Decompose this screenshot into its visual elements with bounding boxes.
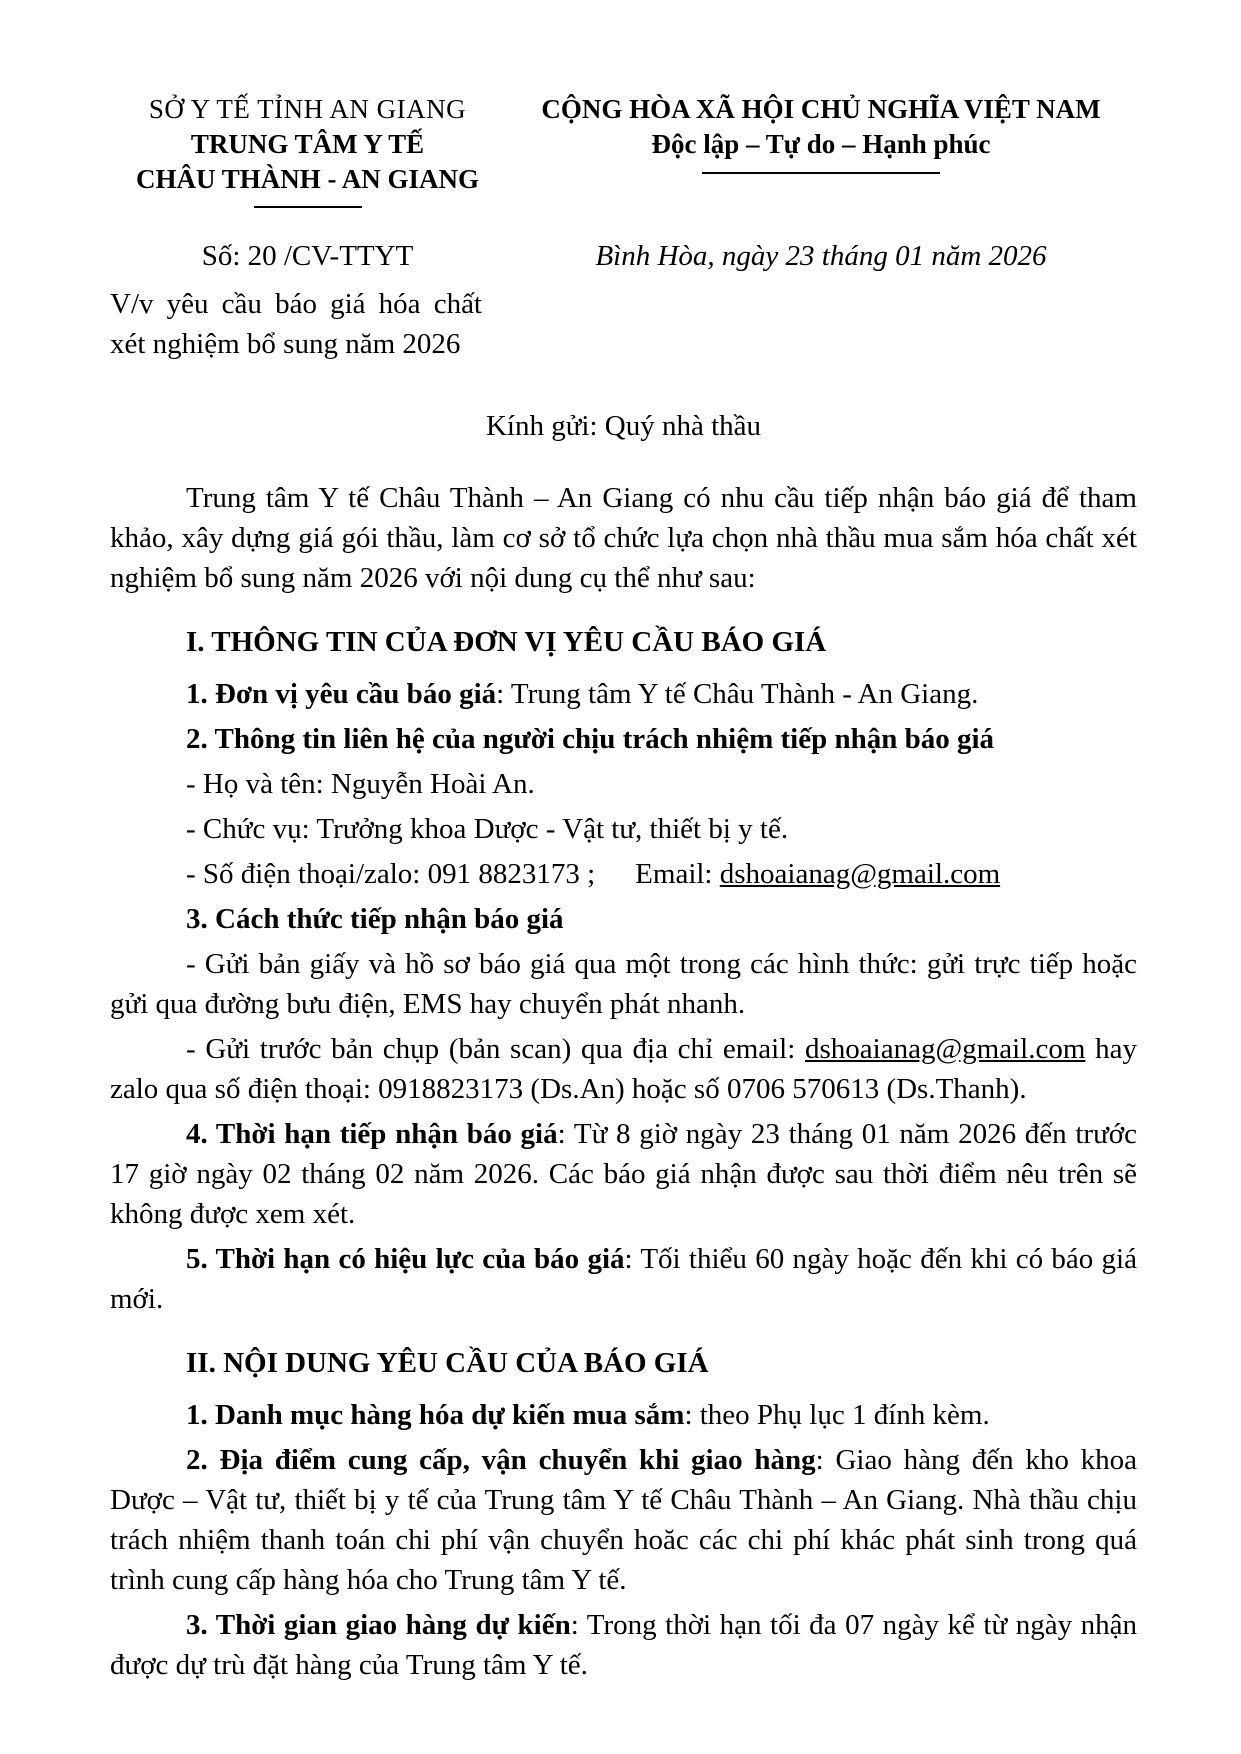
document-header xyxy=(110,92,1137,208)
item-label: 3. Thời gian giao hàng dự kiến xyxy=(186,1609,571,1641)
doc-number: Số: 20 /CV-TTYT xyxy=(201,240,414,272)
issuing-org-block xyxy=(110,92,505,208)
item-label: 1. Danh mục hàng hóa dự kiến mua sắm xyxy=(186,1399,685,1431)
phone-text: - Số điện thoại/zalo: 091 8823173 ; xyxy=(186,858,596,890)
item-text: : Tối thiểu 60 ngày hoặc đến khi có báo giá mới. xyxy=(110,1243,1137,1315)
contact-name-line: - Họ và tên: Nguyễn Hoài An. xyxy=(186,768,535,800)
item-text: : Từ 8 giờ ngày 23 tháng 01 năm 2026 đến trước 17 giờ ngày 02 tháng 02 năm 2026. Các báo giá nhận được sau thời điểm nêu trên sẽ không được xem xét. xyxy=(110,1118,1137,1230)
item-label: 2. Địa điểm cung cấp, vận chuyển khi giao hàng xyxy=(186,1444,816,1476)
place-date-line: Bình Hòa, ngày 23 tháng 01 năm 2026 xyxy=(595,240,1047,272)
delivery-method-1: - Gửi bản giấy và hồ sơ báo giá qua một trong các hình thức: gửi trực tiếp hoặc gửi qua đường bưu điện, EMS hay chuyển phát nhanh. xyxy=(110,948,1137,1020)
section-1-item-3: 3. Cách thức tiếp nhận báo giá xyxy=(186,903,564,935)
intro-paragraph: Trung tâm Y tế Châu Thành – An Giang có nhu cầu tiếp nhận báo giá để tham khảo, xây dựng giá gói thầu, làm cơ sở tổ chức lựa chọn nhà thầu mua sắm hóa chất xét nghiệm bổ sung năm 2026 với nội dung cụ thể như sau: xyxy=(110,482,1137,594)
section-2-item-2 xyxy=(110,1440,1137,1600)
email-address: dshoaianag@gmail.com xyxy=(805,1033,1086,1065)
national-motto-block xyxy=(505,92,1137,174)
section-1-title: I. THÔNG TIN CỦA ĐƠN VỊ YÊU CẦU BÁO GIÁ xyxy=(186,626,827,658)
contact-title-line: - Chức vụ: Trưởng khoa Dược - Vật tư, thiết bị y tế. xyxy=(186,813,789,845)
item-text: : Trung tâm Y tế Châu Thành - An Giang. xyxy=(496,678,979,710)
org-underline-rule xyxy=(254,206,362,208)
doc-meta-row xyxy=(110,236,1137,276)
section-1-item-2: 2. Thông tin liên hệ của người chịu trách nhiệm tiếp nhận báo giá xyxy=(186,723,995,755)
item-label: 5. Thời hạn có hiệu lực của báo giá xyxy=(186,1243,625,1275)
item-text: : Giao hàng đến kho khoa Dược – Vật tư, thiết bị y tế của Trung tâm Y tế Châu Thành – An Giang. Nhà thầu chịu trách nhiệm thanh toán chi phí vận chuyển hoăc các chi phí khác phát sinh trong quá trình cung cấp hàng hóa cho Trung tâm Y tế. xyxy=(110,1444,1137,1596)
salutation: Kính gửi: Quý nhà thầu xyxy=(485,410,762,442)
document-body xyxy=(110,478,1137,1685)
email-address: dshoaianag@gmail.com xyxy=(719,858,1001,890)
method-2-post: hay zalo qua số điện thoại: 0918823173 (Ds.An) hoặc số 0706 570613 (Ds.Thanh). xyxy=(110,1033,1137,1105)
method-2-pre: - Gửi trước bản chụp (bản scan) qua địa chỉ email: xyxy=(186,1033,806,1065)
parent-org-name: SỞ Y TẾ TỈNH AN GIANG xyxy=(148,94,467,124)
delivery-method-2 xyxy=(110,1029,1137,1109)
motto-underline-rule xyxy=(702,172,940,174)
item-text: : theo Phụ lục 1 đính kèm. xyxy=(684,1399,990,1431)
section-1-item-5 xyxy=(110,1239,1137,1319)
section-1-item-1 xyxy=(110,674,1137,714)
org-name-line2: CHÂU THÀNH - AN GIANG xyxy=(135,164,480,194)
national-motto: Độc lập – Tự do – Hạnh phúc xyxy=(651,129,991,159)
national-title: CỘNG HÒA XÃ HỘI CHỦ NGHĨA VIỆT NAM xyxy=(541,94,1101,124)
section-2-title: II. NỘI DUNG YÊU CẦU CỦA BÁO GIÁ xyxy=(186,1347,709,1379)
doc-subject: V/v yêu cầu báo giá hóa chất xét nghiệm bổ sung năm 2026 xyxy=(110,288,482,360)
section-2-item-3 xyxy=(110,1605,1137,1685)
org-name-line1: TRUNG TÂM Y TẾ xyxy=(190,129,425,159)
item-text: : Trong thời hạn tối đa 07 ngày kể từ ngày nhận được dự trù đặt hàng của Trung tâm Y tế. xyxy=(110,1609,1137,1681)
item-label: 4. Thời hạn tiếp nhận báo giá xyxy=(186,1118,558,1150)
section-2-item-1 xyxy=(110,1395,1137,1435)
section-1-item-4 xyxy=(110,1114,1137,1234)
email-label: Email: xyxy=(635,858,720,890)
item-label: 1. Đơn vị yêu cầu báo giá xyxy=(186,678,497,710)
contact-phone-line xyxy=(110,854,1137,894)
